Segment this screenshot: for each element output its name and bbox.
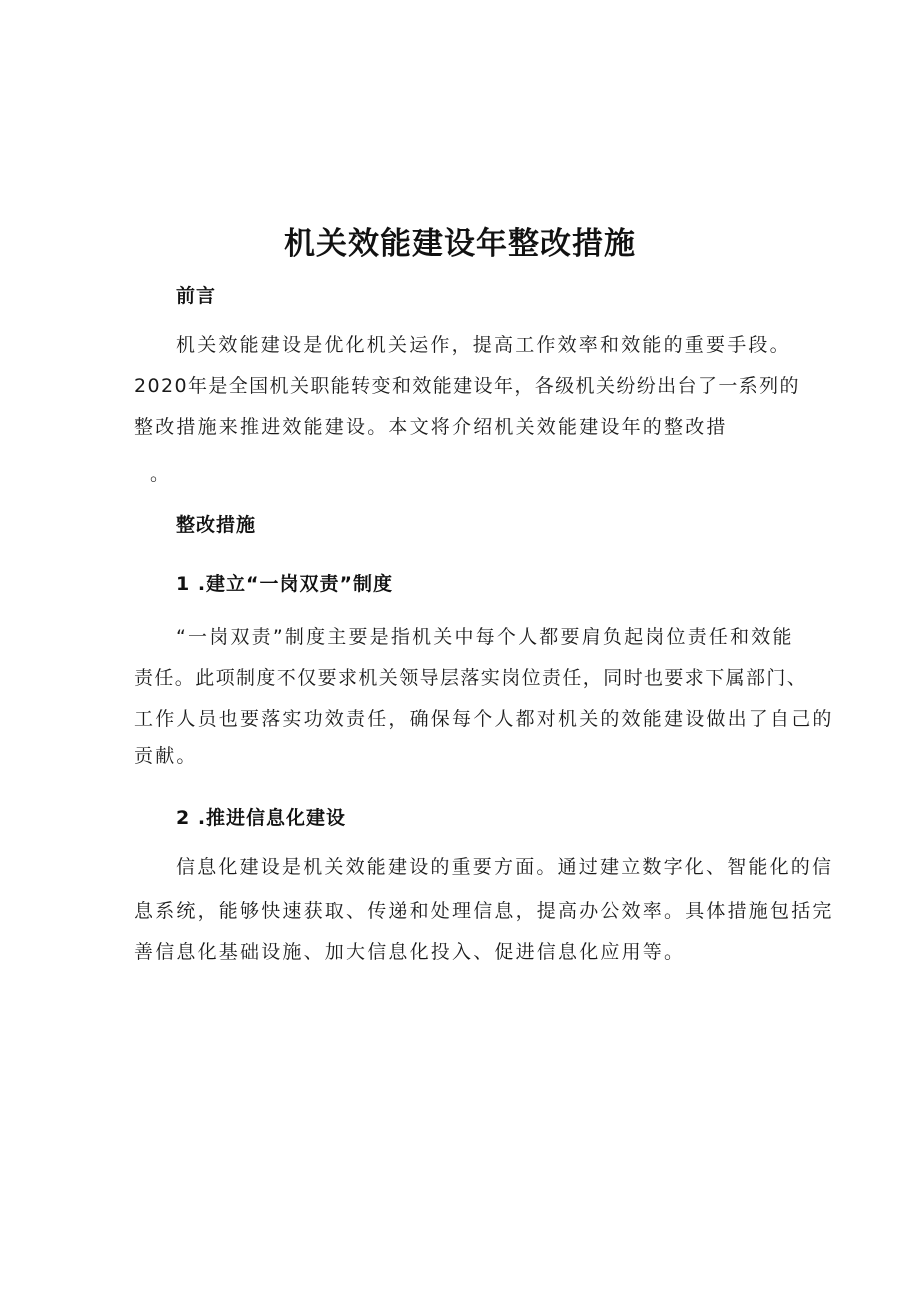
measure-2-line: 善信息化基础设施、加大信息化投入、促进信息化应用等。 (134, 941, 686, 963)
measures-heading: 整改措施 (176, 514, 257, 536)
preface-line: 整改措施来推进效能建设。本文将介绍机关效能建设年的整改措 (134, 416, 728, 438)
preface-line: 。 (150, 463, 172, 485)
preface-line: 机关效能建设是优化机关运作，提高工作效率和效能的重要手段。 (176, 334, 791, 356)
preface-heading: 前言 (176, 285, 217, 307)
document-title: 机关效能建设年整改措施 (284, 226, 636, 262)
measure-1-line: 责任。此项制度不仅要求机关领导层落实岗位责任，同时也要求下属部门、 (134, 667, 808, 689)
measure-1-line: “一岗双责”制度主要是指机关中每个人都要肩负起岗位责任和效能 (176, 626, 794, 648)
measure-2-line: 信息化建设是机关效能建设的重要方面。通过建立数字化、智能化的信 (176, 856, 834, 878)
measure-1-line: 工作人员也要落实功效责任，确保每个人都对机关的效能建设做出了自己的 (134, 708, 834, 730)
measure-2-heading: 2 .推进信息化建设 (176, 807, 347, 829)
measure-1-line: 贡献。 (134, 745, 198, 767)
measure-1-heading: 1 .建立“一岗双责”制度 (176, 573, 394, 595)
measure-2-line: 息系统，能够快速获取、传递和处理信息，提高办公效率。具体措施包括完 (134, 900, 834, 922)
preface-line: 2020年是全国机关职能转变和效能建设年，各级机关纷纷出台了一系列的 (134, 375, 800, 397)
